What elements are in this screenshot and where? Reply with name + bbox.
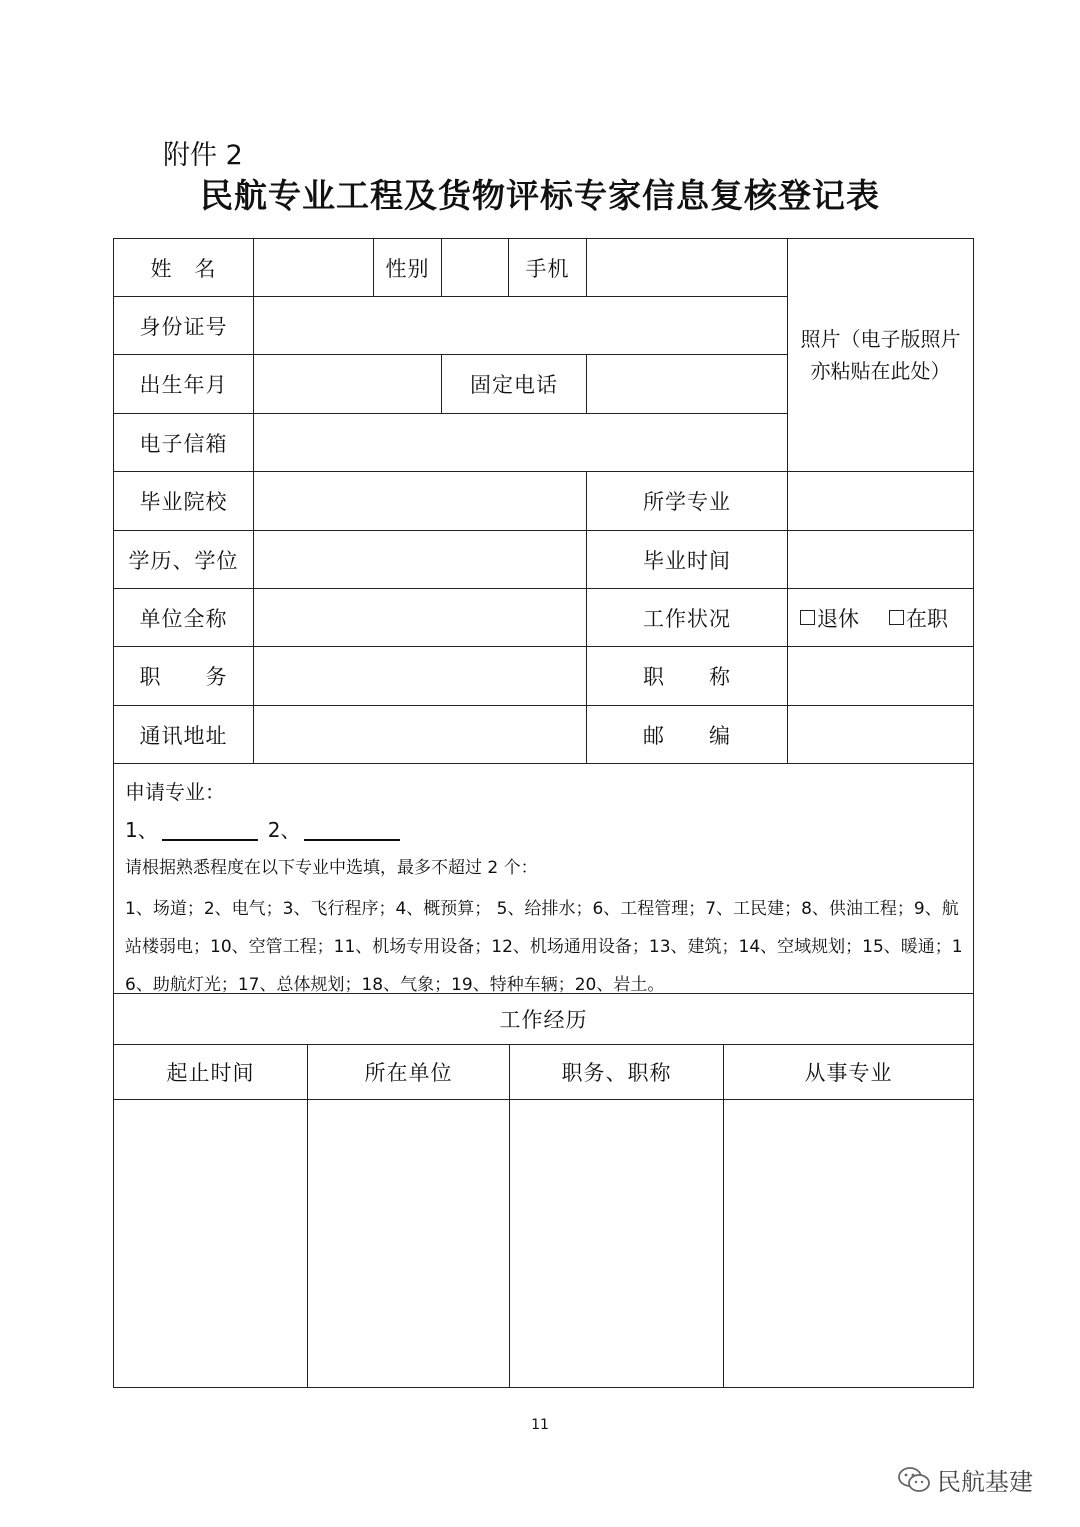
experience-period-field[interactable] <box>113 1099 308 1388</box>
specialty-1-prefix: 1、 <box>125 818 158 842</box>
experience-col-specialty: 从事专业 <box>723 1044 974 1100</box>
photo-area[interactable] <box>787 238 974 472</box>
grad-time-label: 毕业时间 <box>586 530 788 589</box>
school-label: 毕业院校 <box>113 471 254 531</box>
school-field[interactable] <box>253 471 587 531</box>
experience-col-period: 起止时间 <box>113 1044 308 1100</box>
email-field[interactable] <box>253 413 788 472</box>
mobile-field[interactable] <box>586 238 788 297</box>
watermark-text: 民航基建 <box>937 1468 1033 1496</box>
title-field[interactable] <box>787 646 974 706</box>
specialty-section <box>113 763 974 994</box>
experience-heading: 工作经历 <box>113 993 974 1045</box>
title-label: 职 称 <box>586 646 788 706</box>
birth-field[interactable] <box>253 354 442 414</box>
form-title: 民航专业工程及货物评标专家信息复核登记表 <box>200 176 880 215</box>
checkbox-icon <box>800 610 815 625</box>
employed-option-label: 在职 <box>906 606 948 631</box>
landline-label: 固定电话 <box>441 354 587 414</box>
gender-label: 性别 <box>373 238 442 297</box>
specialty-blanks <box>125 814 963 843</box>
specialty-1-input[interactable] <box>162 819 258 841</box>
employed-checkbox[interactable] <box>889 603 948 633</box>
experience-title-field[interactable] <box>509 1099 724 1388</box>
specialty-2-prefix: 2、 <box>267 818 301 842</box>
major-label: 所学专业 <box>586 471 788 531</box>
retired-checkbox[interactable] <box>800 603 859 633</box>
postcode-label: 邮 编 <box>586 705 788 764</box>
specialty-2-input[interactable] <box>304 819 400 841</box>
position-label: 职 务 <box>113 646 254 706</box>
specialty-list: 1、场道；2、电气；3、飞行程序；4、概预算； 5、给排水；6、工程管理；7、工民建；8、供油工程；9、航站楼弱电；10、空管工程；11、机场专用设备；12、机场通用设备；13、建筑；14、空域规划；15、暖通；16、助航灯光；17、总体规划；18、气象；19、特种车辆；20、岩土。 <box>125 899 963 995</box>
experience-specialty-field[interactable] <box>723 1099 974 1388</box>
wechat-icon <box>897 1466 931 1494</box>
degree-label: 学历、学位 <box>113 530 254 589</box>
email-label: 电子信箱 <box>113 413 254 472</box>
birth-label: 出生年月 <box>113 354 254 414</box>
experience-col-title: 职务、职称 <box>509 1044 724 1100</box>
id-field[interactable] <box>253 296 788 355</box>
employer-label: 单位全称 <box>113 588 254 647</box>
name-field[interactable] <box>253 238 374 297</box>
address-field[interactable] <box>253 705 587 764</box>
specialty-heading: 申请专业： <box>125 780 225 804</box>
work-status-label: 工作状况 <box>586 588 788 647</box>
major-field[interactable] <box>787 471 974 531</box>
position-field[interactable] <box>253 646 587 706</box>
work-status-group <box>787 588 974 647</box>
watermark <box>897 1462 1033 1497</box>
degree-field[interactable] <box>253 530 587 589</box>
specialty-hint: 请根据熟悉程度在以下专业中选填，最多不超过 2 个： <box>125 858 538 878</box>
experience-col-employer: 所在单位 <box>307 1044 510 1100</box>
employer-field[interactable] <box>253 588 587 647</box>
attachment-label: 附件 2 <box>163 140 243 171</box>
retired-option-label: 退休 <box>817 606 859 631</box>
experience-employer-field[interactable] <box>307 1099 510 1388</box>
photo-caption: 照片（电子版照片亦粘贴在此处） <box>800 327 961 383</box>
address-label: 通讯地址 <box>113 705 254 764</box>
mobile-label: 手机 <box>508 238 587 297</box>
postcode-field[interactable] <box>787 705 974 764</box>
page-number: 11 <box>531 1417 549 1433</box>
id-label: 身份证号 <box>113 296 254 355</box>
grad-time-field[interactable] <box>787 530 974 589</box>
landline-field[interactable] <box>586 354 788 414</box>
checkbox-icon <box>889 610 904 625</box>
gender-field[interactable] <box>441 238 509 297</box>
name-label: 姓 名 <box>113 238 254 297</box>
